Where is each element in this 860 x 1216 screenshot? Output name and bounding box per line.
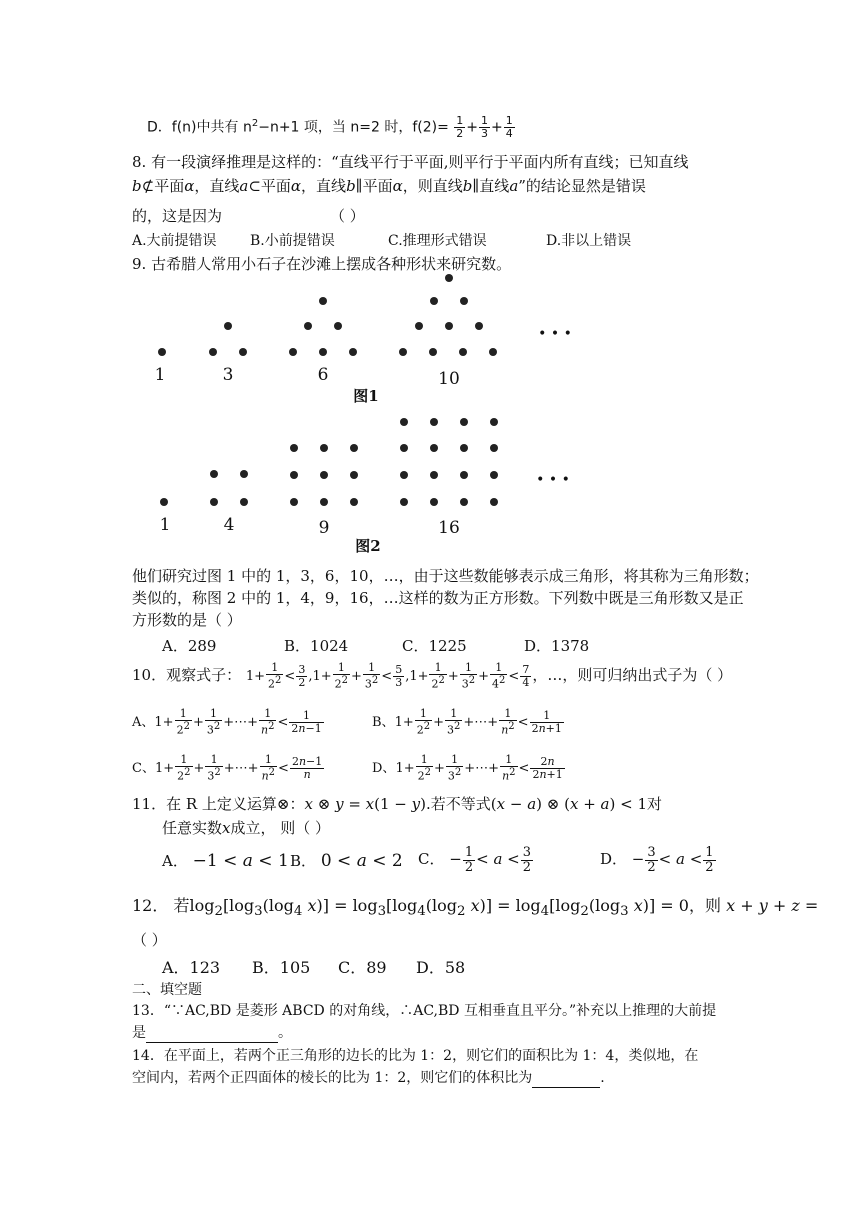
q8-line2: b⊄平面α，直线a⊂平面α，直线b∥平面α，则直线b∥直线a”的结论显然是错误 — [132, 177, 646, 195]
q13-blank[interactable] — [146, 1026, 278, 1043]
q12-option-a: A．123 — [162, 958, 221, 977]
q9-option-d: D．1378 — [524, 637, 590, 655]
q14-line1: 14．在平面上，若两个正三角形的边长的比为 1：2，则它们的面积比为 1：4，类似地，在 — [132, 1048, 699, 1064]
q11-option-a: A． −1 < a < 1 — [162, 851, 289, 871]
q9-stem: 9. 古希腊人常用小石子在沙滩上摆成各种形状来研究数。 — [132, 255, 512, 273]
fig1-caption: 图1 — [353, 387, 379, 405]
q11-line1: 11．在 R 上定义运算⊗：x ⊗ y = x(1 − y).若不等式(x − a) ⊗ (x + a) < 1对 — [132, 795, 663, 813]
q11-option-b: B． 0 < a < 2 — [290, 851, 403, 871]
fig1-label-1: 1 — [154, 365, 166, 385]
q11-option-c: C． − $\frac{1}{2}$ < a < $\frac{3}{2}$ — [418, 844, 532, 875]
fig2-label-9: 9 — [318, 518, 330, 538]
q9-option-b: B．1024 — [284, 637, 349, 655]
q10-stem: 10．观察式子： 1+ $\frac{1}{2^2}$ < $\frac{3}{2}$ ,1+ $\frac{1}{2^2}$ + $\frac{1}{3^2}$ < $\frac{5}{3}$ ,1+ $\frac{1}{2^2}$ + $\frac{1}{3^2}$ + $\frac{1}{4^2}$ < $\frac{7}{4}$ ，…，则可归纳出式子为（ ） — [132, 661, 733, 691]
q8-line3: 的，这是因为 （ ） — [132, 207, 365, 225]
q14-blank[interactable] — [532, 1071, 600, 1088]
q12-line1: 12． 若$\log_2[\log_3(\log_4$ $x)] = \log_3[\log_4(\log_2$ $x)] = \log_4[\log_2(\log_3$ x)] = 0，则 x + y + z = — [132, 896, 819, 920]
q9-option-a: A．289 — [162, 637, 217, 655]
q12-option-b: B．105 — [252, 958, 311, 977]
q8-option-b: B.小前提错误 — [250, 233, 335, 249]
q11-line2: 任意实数x成立， 则（ ） — [162, 819, 331, 837]
q11-option-d: D． − $\frac{3}{2}$ < a < $\frac{1}{2}$ — [600, 844, 714, 875]
q9-body1: 他们研究过图 1 中的 1，3，6，10，…，由于这些数能够表示成三角形，将其称为三角形数； — [132, 567, 759, 585]
figure-2 — [140, 412, 580, 558]
fig1-label-10: 10 — [438, 369, 460, 389]
fig2-label-4: 4 — [223, 515, 235, 535]
section-title: 二、填空题 — [132, 982, 202, 998]
q8-option-a: A.大前提错误 — [132, 233, 217, 249]
q12-paren: （ ） — [132, 931, 167, 949]
q10-option-d: D、1+ $\frac{1}{2^2}$ + $\frac{1}{3^2}$ +⋯+ $\frac{1}{n^2}$ < $\frac{2n}{2n+1}$ — [372, 753, 563, 783]
q13-line1: 13．“∵AC,BD 是菱形 ABCD 的对角线，∴AC,BD 互相垂直且平分。”补充以上推理的大前提 — [132, 1003, 717, 1019]
fig1-ellipsis: • • • — [538, 326, 572, 342]
q9-option-c: C．1225 — [402, 637, 467, 655]
figure-1 — [140, 268, 580, 408]
fig1-label-3: 3 — [222, 365, 234, 385]
q9-body2: 类似的，称图 2 中的 1，4，9，16，…这样的数为正方形数。下列数中既是三角形数又是正 — [132, 589, 744, 607]
fig2-label-16: 16 — [438, 518, 460, 538]
fig2-label-1: 1 — [159, 515, 171, 535]
q8-option-c: C.推理形式错误 — [388, 233, 487, 249]
q7-option-d: D．f(n)中共有 $n^2-n+1$ 项，当 n=2 时，f(2)= $\frac{1}{2}$ + $\frac{1}{3}$ + $\frac{1}{4}$ — [147, 114, 513, 141]
q12-option-d: D．58 — [416, 958, 466, 977]
q10-option-a: A、1+ $\frac{1}{2^2}$ + $\frac{1}{3^2}$ +⋯+ $\frac{1}{n^2}$ < $\frac{1}{2n-1}$ — [132, 707, 322, 737]
fig2-ellipsis: • • • — [536, 472, 570, 488]
q13-line2: 是 。 — [132, 1025, 292, 1041]
q14-line2: 空间内，若两个正四面体的棱长的比为 1：2，则它们的体积比为 . — [132, 1070, 605, 1086]
q12-option-c: C．89 — [338, 958, 387, 977]
fig1-label-6: 6 — [317, 365, 329, 385]
q10-option-b: B、1+ $\frac{1}{2^2}$ + $\frac{1}{3^2}$ +⋯+ $\frac{1}{n^2}$ < $\frac{1}{2n+1}$ — [372, 707, 562, 737]
q10-option-c: C、1+ $\frac{1}{2^2}$ + $\frac{1}{3^2}$ +⋯+ $\frac{1}{n^2}$ < $\frac{2n-1}{n}$ — [132, 753, 323, 783]
frac: $\frac{1}{2}$ — [456, 114, 464, 141]
q8-option-d: D.非以上错误 — [546, 233, 632, 249]
q10-pattern: 1+ $\frac{1}{2^2}$ < $\frac{3}{2}$ ,1+ $\frac{1}{2^2}$ + $\frac{1}{3^2}$ < $\frac{5}{3}$ ,1+ $\frac{1}{2^2}$ + $\frac{1}{3^2}$ + $\frac{1}{4^2}$ < $\frac{7}{4}$ — [245, 661, 530, 691]
q9-body3: 方形数的是（ ） — [132, 611, 242, 629]
fig2-caption: 图2 — [355, 537, 381, 555]
q8-line1: 8. 有一段演绎推理是这样的：“直线平行于平面,则平行于平面内所有直线；已知直线 — [132, 153, 689, 171]
